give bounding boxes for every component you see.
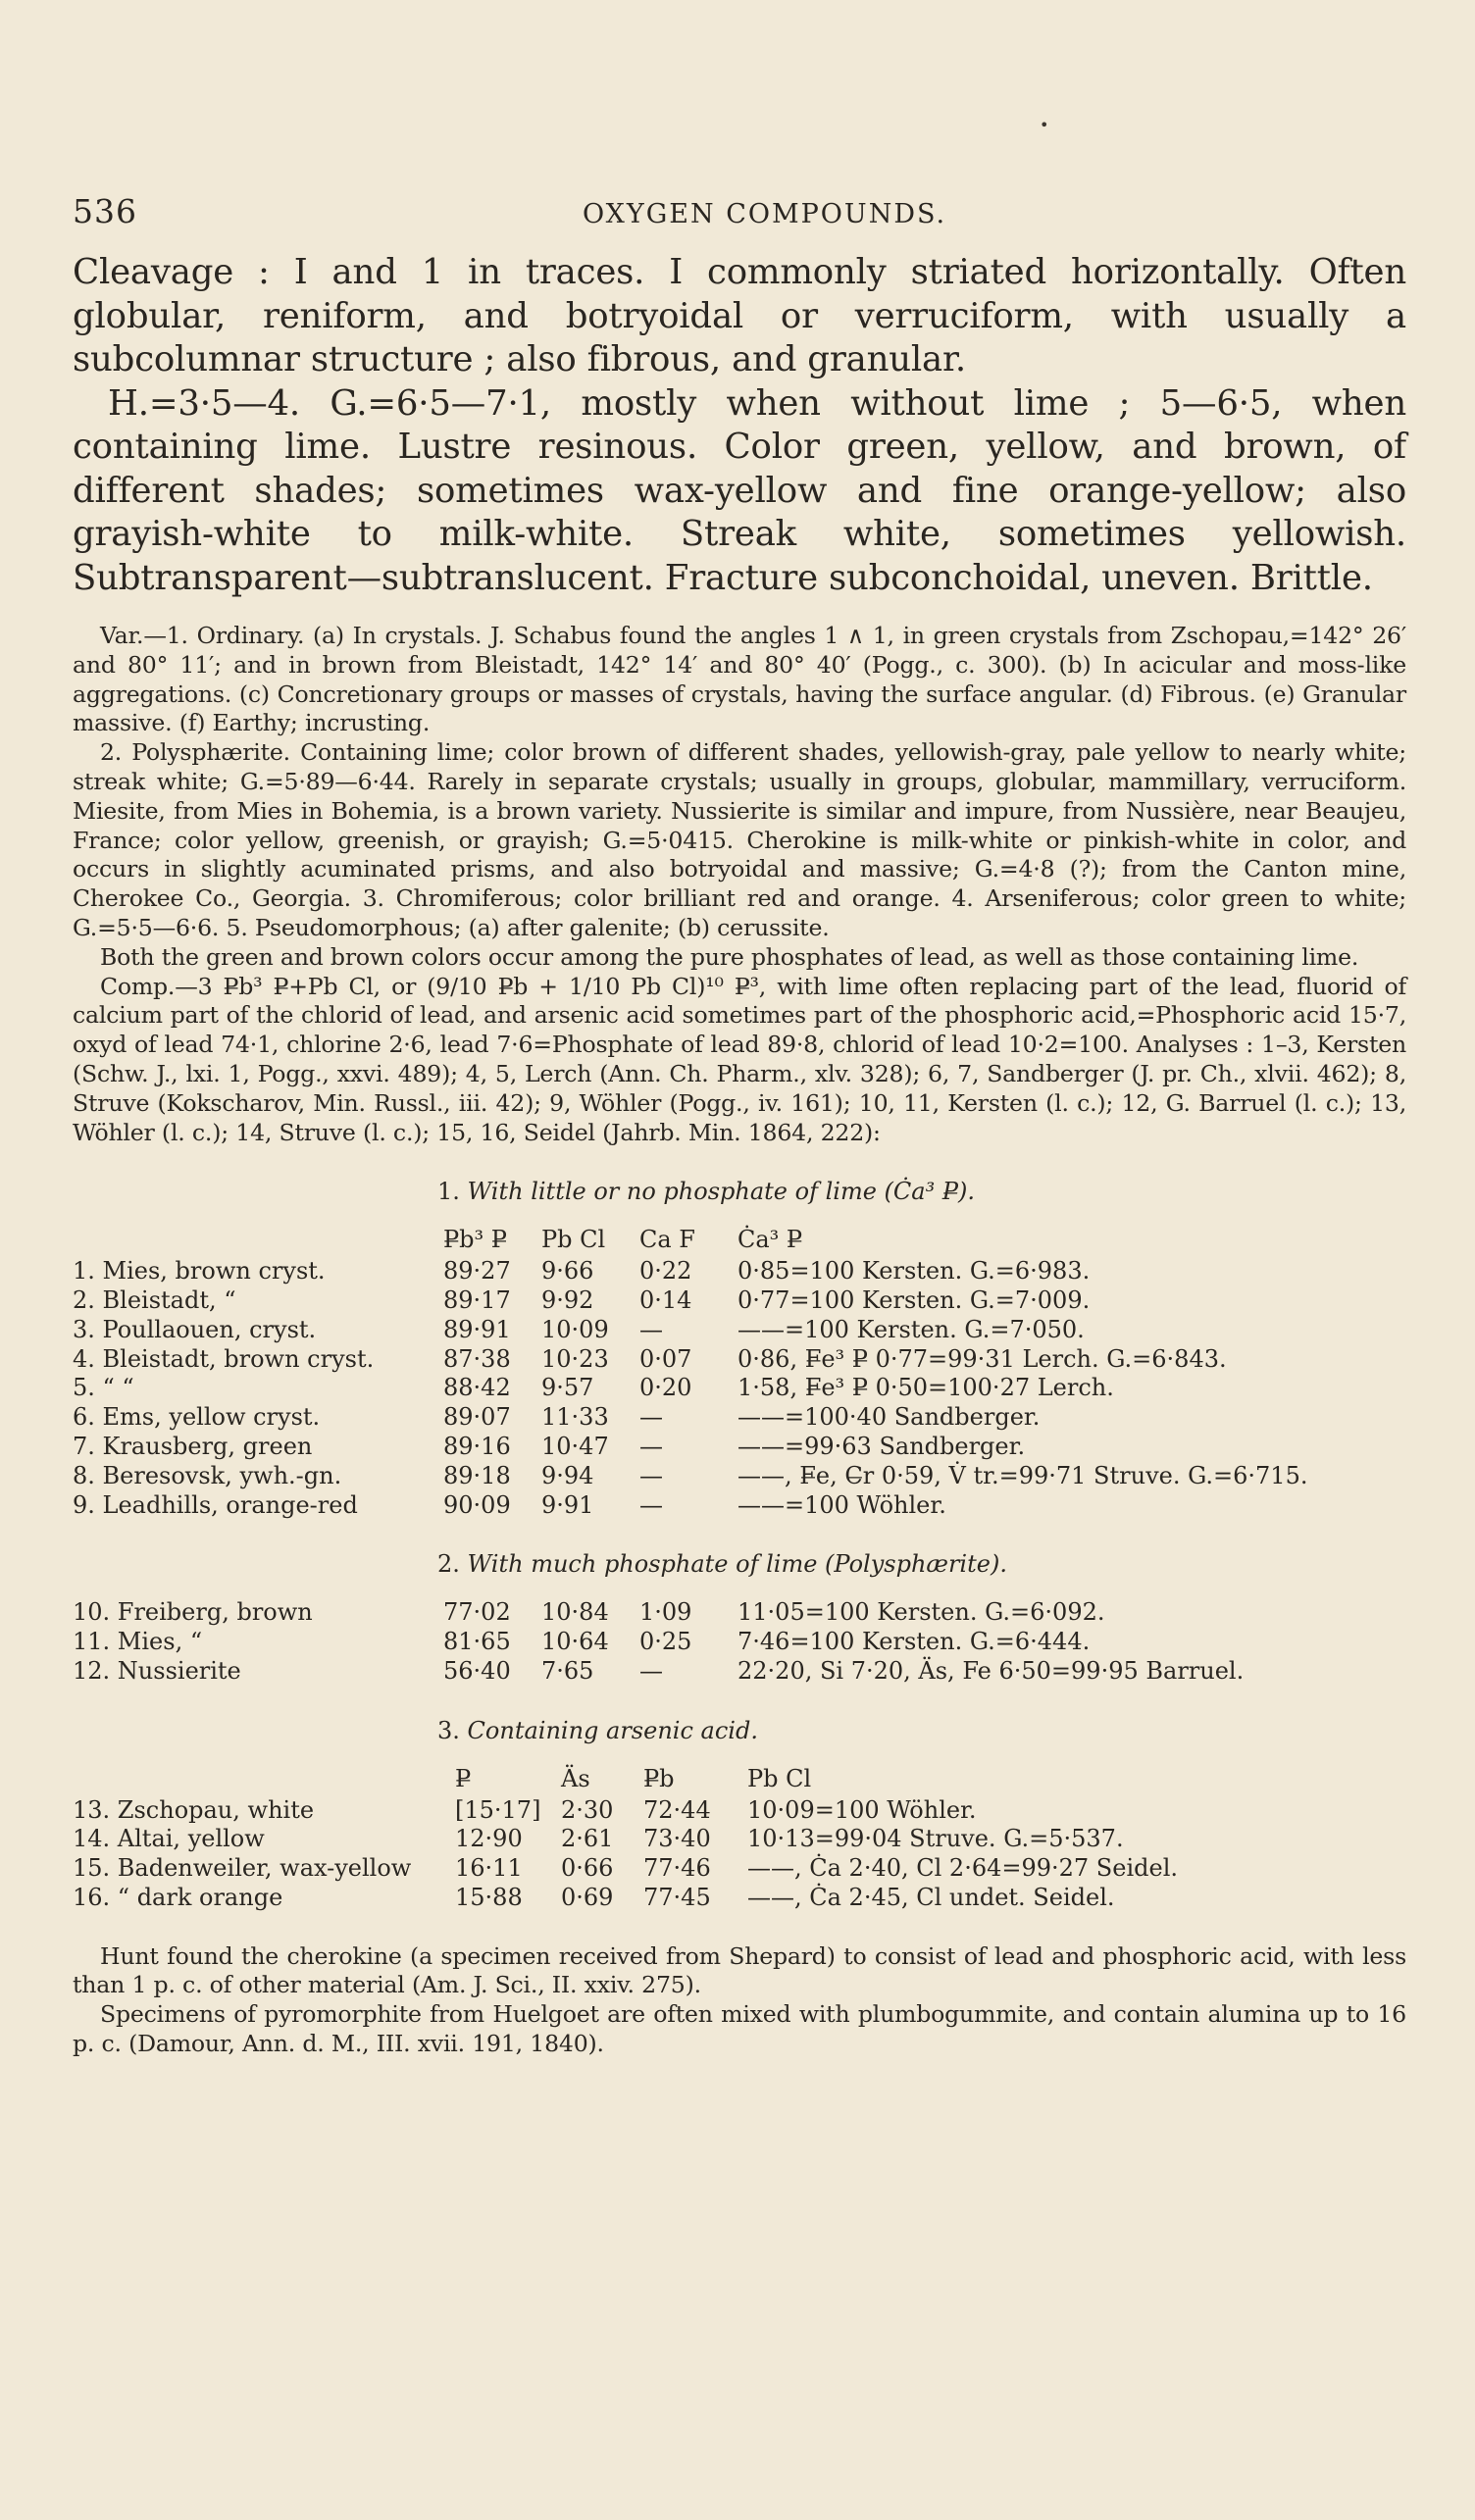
col-header: Äs xyxy=(561,1764,590,1792)
notes-section xyxy=(73,1942,1406,2059)
varieties-section xyxy=(73,622,1406,1147)
table1-title xyxy=(73,1177,1406,1206)
table2-caption: With much phosphate of lime (Polysphærite). xyxy=(467,1550,1007,1579)
col-header: Ċa³ P̶ xyxy=(738,1226,803,1254)
hardness-paragraph: H.=3·5—4. G.=6·5—7·1, mostly when without lime ; 5—6·5, when containing lime. Lustre resinous. Color green, yellow, and brown, of different shades; sometimes wax-yellow and fine orange-yellow; also grayish-white to milk-white. Streak white, sometimes yellowish. Subtransparent—subtranslucent. Fracture subconchoidal, uneven. Brittle. xyxy=(73,382,1406,598)
table3-caption: Containing arsenic acid. xyxy=(467,1716,758,1744)
table-row: 8. Beresovsk, ywh.-gn. 89·18 9·94 — ——, F̶e, C̶r 0·59, V̇ tr.=99·71 Struve. G.=6·715. xyxy=(73,1461,1308,1489)
table-row: 14. Altai, yellow 12·90 2·61 73·40 10·13=99·04 Struve. G.=5·537. xyxy=(73,1825,1124,1853)
table-row: 15. Badenweiler, wax-yellow 16·11 0·66 77·46 ——, Ċa 2·40, Cl 2·64=99·27 Seidel. xyxy=(73,1854,1178,1883)
lead-text xyxy=(73,251,1406,600)
table3-header xyxy=(73,1765,1406,1794)
table3-number: 3. xyxy=(437,1716,460,1744)
table-row: 10. Freiberg, brown 77·02 10·84 1·09 11·05=100 Kersten. G.=6·092. xyxy=(73,1598,1105,1627)
table-row: 7. Krausberg, green 89·16 10·47 — ——=99·63 Sandberger. xyxy=(73,1432,1026,1460)
table1-header xyxy=(73,1226,1406,1255)
table-row: 13. Zschopau, white [15·17] 2·30 72·44 10·09=100 Wöhler. xyxy=(73,1795,977,1824)
col-header: P̶ xyxy=(455,1764,472,1792)
col-header: Ca F xyxy=(639,1226,695,1254)
table-row: 12. Nussierite 56·40 7·65 — 22·20, Si 7·20, Äs, Fe 6·50=99·95 Barruel. xyxy=(73,1656,1245,1685)
page xyxy=(73,192,1406,2059)
ink-dot: • xyxy=(1040,116,1049,134)
huelgoet-note: Specimens of pyromorphite from Huelgoet are often mixed with plumbogummite, and contain alumina up to 16 p. c. (Damour, Ann. d. M., III. xvii. 191, 1840). xyxy=(73,2000,1406,2058)
running-title: OXYGEN COMPOUNDS. xyxy=(583,199,947,229)
table-row: 16. “ dark orange 15·88 0·69 77·45 ——, Ċa 2·45, Cl undet. Seidel. xyxy=(73,1883,1115,1911)
table-row: 4. Bleistadt, brown cryst. 87·38 10·23 0·07 0·86, F̶e³ P̶ 0·77=99·31 Lerch. G.=6·843. xyxy=(73,1344,1227,1373)
table-row: 11. Mies, “ 81·65 10·64 0·25 7·46=100 Kersten. G.=6·444. xyxy=(73,1628,1091,1656)
table1-number: 1. xyxy=(437,1178,460,1206)
table1-caption: With little or no phosphate of lime (Ċa³ P̶). xyxy=(467,1178,975,1206)
col-header: P̶b³ P̶ xyxy=(443,1226,507,1254)
table-row: 9. Leadhills, orange-red 90·09 9·91 — ——=100 Wöhler. xyxy=(73,1490,946,1519)
cleavage-paragraph: Cleavage : I and 1 in traces. I commonly striated horizontally. Often globular, reniform, and botryoidal or verruciform, with usually a subcolumnar structure ; also fibrous, and granular. xyxy=(73,252,1406,379)
col-header: P̶b xyxy=(643,1764,675,1792)
table-row: 6. Ems, yellow cryst. 89·07 11·33 — ——=100·40 Sandberger. xyxy=(73,1403,1041,1432)
table-row: 5. “ “ 88·42 9·57 0·20 1·58, F̶e³ P̶ 0·50=100·27 Lerch. xyxy=(73,1374,1114,1402)
running-header xyxy=(73,192,1406,251)
col-header: Pb Cl xyxy=(541,1226,606,1254)
table2-number: 2. xyxy=(437,1550,460,1579)
table-row: 3. Poullaouen, cryst. 89·91 10·09 — ——=100 Kersten. G.=7·050. xyxy=(73,1315,1085,1343)
colors-paragraph: Both the green and brown colors occur among the pure phosphates of lead, as well as those containing lime. xyxy=(100,942,1359,971)
table-row: 1. Mies, brown cryst. 89·27 9·66 0·22 0·85=100 Kersten. G.=6·983. xyxy=(73,1257,1091,1285)
page-number: 536 xyxy=(73,192,137,230)
table-row: 2. Bleistadt, “ 89·17 9·92 0·14 0·77=100 Kersten. G.=7·009. xyxy=(73,1285,1091,1314)
var-polysphaerite-paragraph: 2. Polysphærite. Containing lime; color brown of different shades, yellowish-gray, pale yellow to nearly white; streak white; G.=5·89—6·44. Rarely in separate crystals; usually in groups, globular, mammillary, verruciform. Miesite, from Mies in Bohemia, is a brown variety. Nussierite is similar and impure, from Nussière, near Beaujeu, France; color yellow, greenish, or grayish; G.=5·0415. Cherokine is milk-white or pinkish-white in color, and occurs in slightly acuminated prisms, and also botryoidal and massive; G.=4·8 (?); from the Canton mine, Cherokee Co., Georgia. 3. Chromiferous; color brilliant red and orange. 4. Arseniferous; color green to white; G.=5·5—6·6. 5. Pseudomorphous; (a) after galenite; (b) cerussite. xyxy=(73,738,1406,941)
col-header: Pb Cl xyxy=(747,1764,812,1792)
table2-title xyxy=(73,1549,1406,1579)
cherokine-note: Hunt found the cherokine (a specimen received from Shepard) to consist of lead and phosphoric acid, with less than 1 p. c. of other material (Am. J. Sci., II. xxiv. 275). xyxy=(73,1941,1406,1999)
table3-title xyxy=(73,1716,1406,1745)
composition-paragraph: Comp.—3 P̶b³ P̶+Pb Cl, or (9/10 P̶b + 1/10 Pb Cl)¹⁰ P̶³, with lime often replacing part of the lead, fluorid of calcium part of the chlorid of lead, and arsenic acid sometimes part of the phosphoric acid,=Phosphoric acid 15·7, oxyd of lead 74·1, chlorine 2·6, lead 7·6=Phosphate of lead 89·8, chlorid of lead 10·2=100. Analyses : 1–3, Kersten (Schw. J., lxi. 1, Pogg., xxvi. 489); 4, 5, Lerch (Ann. Ch. Pharm., xlv. 328); 6, 7, Sandberger (J. pr. Ch., xlvii. 462); 8, Struve (Kokscharov, Min. Russl., iii. 42); 9, Wöhler (Pogg., iv. 161); 10, 11, Kersten (l. c.); 12, G. Barruel (l. c.); 13, Wöhler (l. c.); 14, Struve (l. c.); 15, 16, Seidel (Jahrb. Min. 1864, 222): xyxy=(73,972,1406,1146)
var-ordinary-paragraph: Var.—1. Ordinary. (a) In crystals. J. Schabus found the angles 1 ∧ 1, in green crystals from Zschopau,=142° 26′ and 80° 11′; and in brown from Bleistadt, 142° 14′ and 80° 40′ (Pogg., c. 300). (b) In acicular and moss-like aggregations. (c) Concretionary groups or masses of crystals, having the surface angular. (d) Fibrous. (e) Granular massive. (f) Earthy; incrusting. xyxy=(73,622,1406,737)
table1-body xyxy=(73,1257,1406,1520)
table3-body xyxy=(73,1796,1406,1913)
table2-body xyxy=(73,1598,1406,1686)
